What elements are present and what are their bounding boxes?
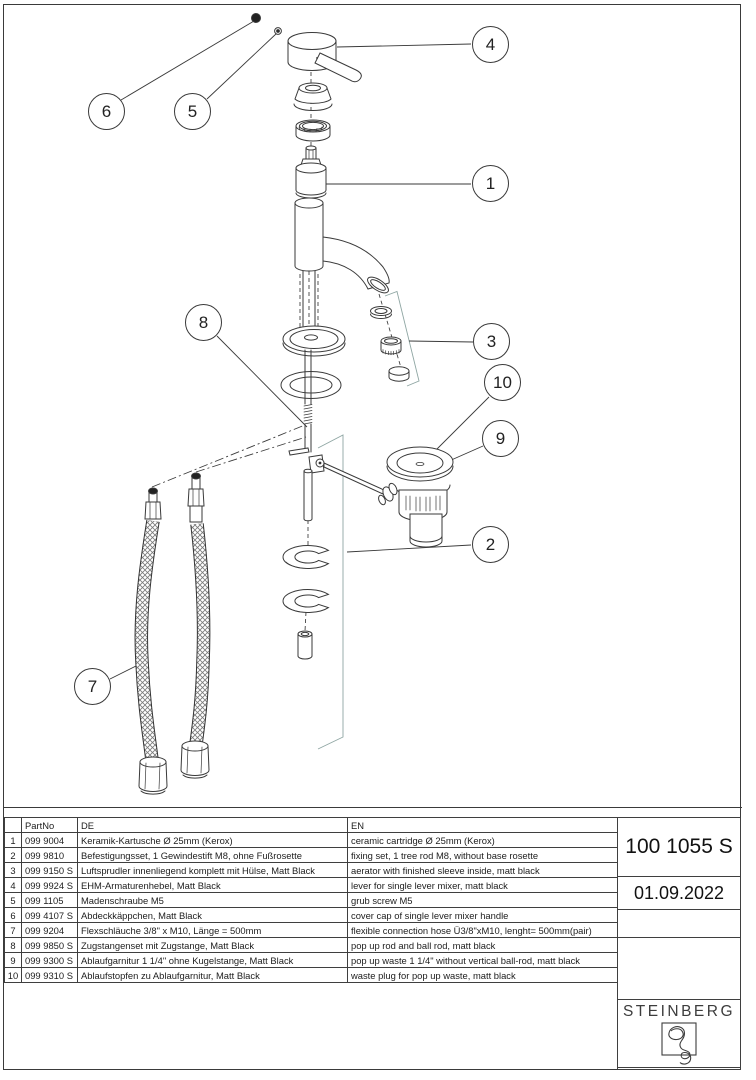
table-row <box>5 923 618 938</box>
callout-2: 2 <box>472 526 509 563</box>
callout-9: 9 <box>482 420 519 457</box>
row-de: Ablaufgarnitur 1 1/4" ohne Kugelstange, Matt Black <box>78 953 348 968</box>
row-no: 8 <box>5 938 22 953</box>
callout-6: 6 <box>88 93 125 130</box>
row-no: 1 <box>5 833 22 848</box>
fixing-set-parts <box>283 546 328 660</box>
row-de: Befestigungsset, 1 Gewindestift M8, ohne Fußrosette <box>78 848 348 863</box>
callout-5: 5 <box>174 93 211 130</box>
threaded-rod <box>304 350 312 452</box>
table-row <box>5 848 618 863</box>
row-partno: 099 9004 <box>22 833 78 848</box>
row-partno: 099 9310 S <box>22 968 78 983</box>
row-en: cover cap of single lever mixer handle <box>348 908 618 923</box>
row-partno: 099 9924 S <box>22 878 78 893</box>
row-partno: 099 9850 S <box>22 938 78 953</box>
document-date: 01.09.2022 <box>618 877 740 910</box>
row-en: aerator with finished sleeve inside, matt black <box>348 863 618 878</box>
parts-table-header <box>5 818 618 833</box>
row-no: 3 <box>5 863 22 878</box>
row-no: 2 <box>5 848 22 863</box>
title-block <box>617 817 741 1070</box>
table-row <box>5 893 618 908</box>
row-de: Flexschläuche 3/8" x M10, Länge = 500mm <box>78 923 348 938</box>
callout-10: 10 <box>484 364 521 401</box>
row-no: 4 <box>5 878 22 893</box>
row-partno: 099 9150 S <box>22 863 78 878</box>
table-row <box>5 863 618 878</box>
row-en: grub screw M5 <box>348 893 618 908</box>
reference-panels <box>318 292 419 750</box>
table-row <box>5 953 618 968</box>
col-de-header: DE <box>78 818 348 833</box>
row-de: Abdeckkäppchen, Matt Black <box>78 908 348 923</box>
row-en: lever for single lever mixer, matt black <box>348 878 618 893</box>
col-en-header: EN <box>348 818 618 833</box>
base-rosette-disc <box>283 326 345 356</box>
brand-panel <box>618 1000 740 1068</box>
title-block-empty-cell <box>618 938 740 1000</box>
callout-3: 3 <box>473 323 510 360</box>
row-partno: 099 1105 <box>22 893 78 908</box>
faucet-parts <box>139 14 453 795</box>
row-en: pop up rod and ball rod, matt black <box>348 938 618 953</box>
row-no: 9 <box>5 953 22 968</box>
title-block-empty-cell <box>618 910 740 938</box>
row-partno: 099 9810 <box>22 848 78 863</box>
table-row <box>5 878 618 893</box>
row-partno: 099 4107 S <box>22 908 78 923</box>
row-de: Ablaufstopfen zu Ablaufgarnitur, Matt Black <box>78 968 348 983</box>
ceramic-cartridge-part <box>296 146 326 198</box>
row-en: waste plug for pop up waste, matt black <box>348 968 618 983</box>
lever-handle-part <box>288 33 361 82</box>
row-en: ceramic cartridge Ø 25mm (Kerox) <box>348 833 618 848</box>
row-no: 7 <box>5 923 22 938</box>
popup-waste-assembly <box>377 447 453 547</box>
flexible-hoses <box>141 521 203 760</box>
pull-rod-and-ball-rod <box>289 448 384 521</box>
callout-1: 1 <box>472 165 509 202</box>
row-de: Zugstangenset mit Zugstange, Matt Black <box>78 938 348 953</box>
handle-cover-ring <box>294 83 332 111</box>
col-no-header <box>5 818 22 833</box>
row-partno: 099 9300 S <box>22 953 78 968</box>
table-row <box>5 968 618 983</box>
callout-8: 8 <box>185 304 222 341</box>
steinberg-logo-icon <box>655 1021 703 1067</box>
row-de: Madenschraube M5 <box>78 893 348 908</box>
row-en: fixing set, 1 tree rod M8, without base rosette <box>348 848 618 863</box>
callout-4: 4 <box>472 26 509 63</box>
col-partno-header: PartNo <box>22 818 78 833</box>
row-de: Keramik-Kartusche Ø 25mm (Kerox) <box>78 833 348 848</box>
row-de: Luftsprudler innenliegend komplett mit Hülse, Matt Black <box>78 863 348 878</box>
row-de: EHM-Armaturenhebel, Matt Black <box>78 878 348 893</box>
cover-cap-part <box>252 14 261 23</box>
row-no: 5 <box>5 893 22 908</box>
product-code: 100 1055 S <box>618 818 740 877</box>
table-row <box>5 833 618 848</box>
alignment-dashdot-lines <box>152 425 306 487</box>
parts-table <box>4 817 618 983</box>
row-no: 6 <box>5 908 22 923</box>
callout-7: 7 <box>74 668 111 705</box>
row-en: flexible connection hose Ü3/8"xM10, lenght= 500mm(pair) <box>348 923 618 938</box>
brand-name: STEINBERG <box>622 1003 736 1020</box>
table-row <box>5 938 618 953</box>
row-no: 10 <box>5 968 22 983</box>
row-en: pop up waste 1 1/4" without vertical ball-rod, matt black <box>348 953 618 968</box>
row-partno: 099 9204 <box>22 923 78 938</box>
table-row <box>5 908 618 923</box>
cartridge-lock-ring <box>296 120 330 141</box>
